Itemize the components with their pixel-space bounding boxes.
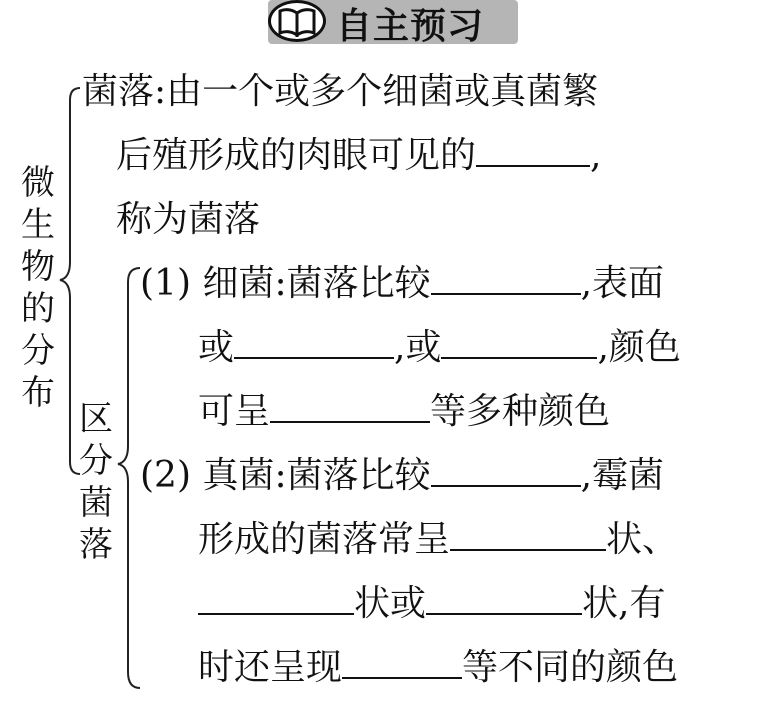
distribution-label: 微 生 物 的 分 布 <box>21 163 55 413</box>
answer-blank[interactable] <box>198 583 354 615</box>
colony-definition-line-2: 后殖形成的肉眼可见的 , <box>116 135 602 176</box>
fungi-line-3: 状或 状,有 <box>198 582 665 626</box>
answer-blank[interactable] <box>450 519 606 551</box>
answer-blank[interactable] <box>342 647 462 679</box>
answer-blank[interactable] <box>234 327 394 359</box>
answer-blank[interactable] <box>441 327 597 359</box>
answer-blank[interactable] <box>431 263 581 295</box>
distinguish-colony-label: 区 分 菌 落 <box>79 399 113 565</box>
answer-blank[interactable] <box>270 391 430 423</box>
colony-definition-line-1: 菌落:由一个或多个细菌或真菌繁 <box>82 71 599 112</box>
fungi-line-1: (2) 真菌:菌落比较 ,霉菌 <box>140 455 665 496</box>
answer-blank[interactable] <box>426 583 582 615</box>
bacteria-line-3: 可呈 等多种颜色 <box>198 391 611 432</box>
fungi-line-4: 时还呈现 等不同的颜色 <box>198 647 679 688</box>
section-title: 自主预习 <box>336 6 485 47</box>
fungi-line-2: 形成的菌落常呈 状、 <box>198 519 679 560</box>
answer-blank[interactable] <box>476 135 590 167</box>
answer-blank[interactable] <box>431 455 581 487</box>
colony-definition-line-3: 称为菌落 <box>116 199 261 240</box>
bacteria-line-2: 或 ,或 ,颜色 <box>198 327 681 368</box>
bacteria-line-1: (1) 细菌:菌落比较 ,表面 <box>140 263 665 304</box>
